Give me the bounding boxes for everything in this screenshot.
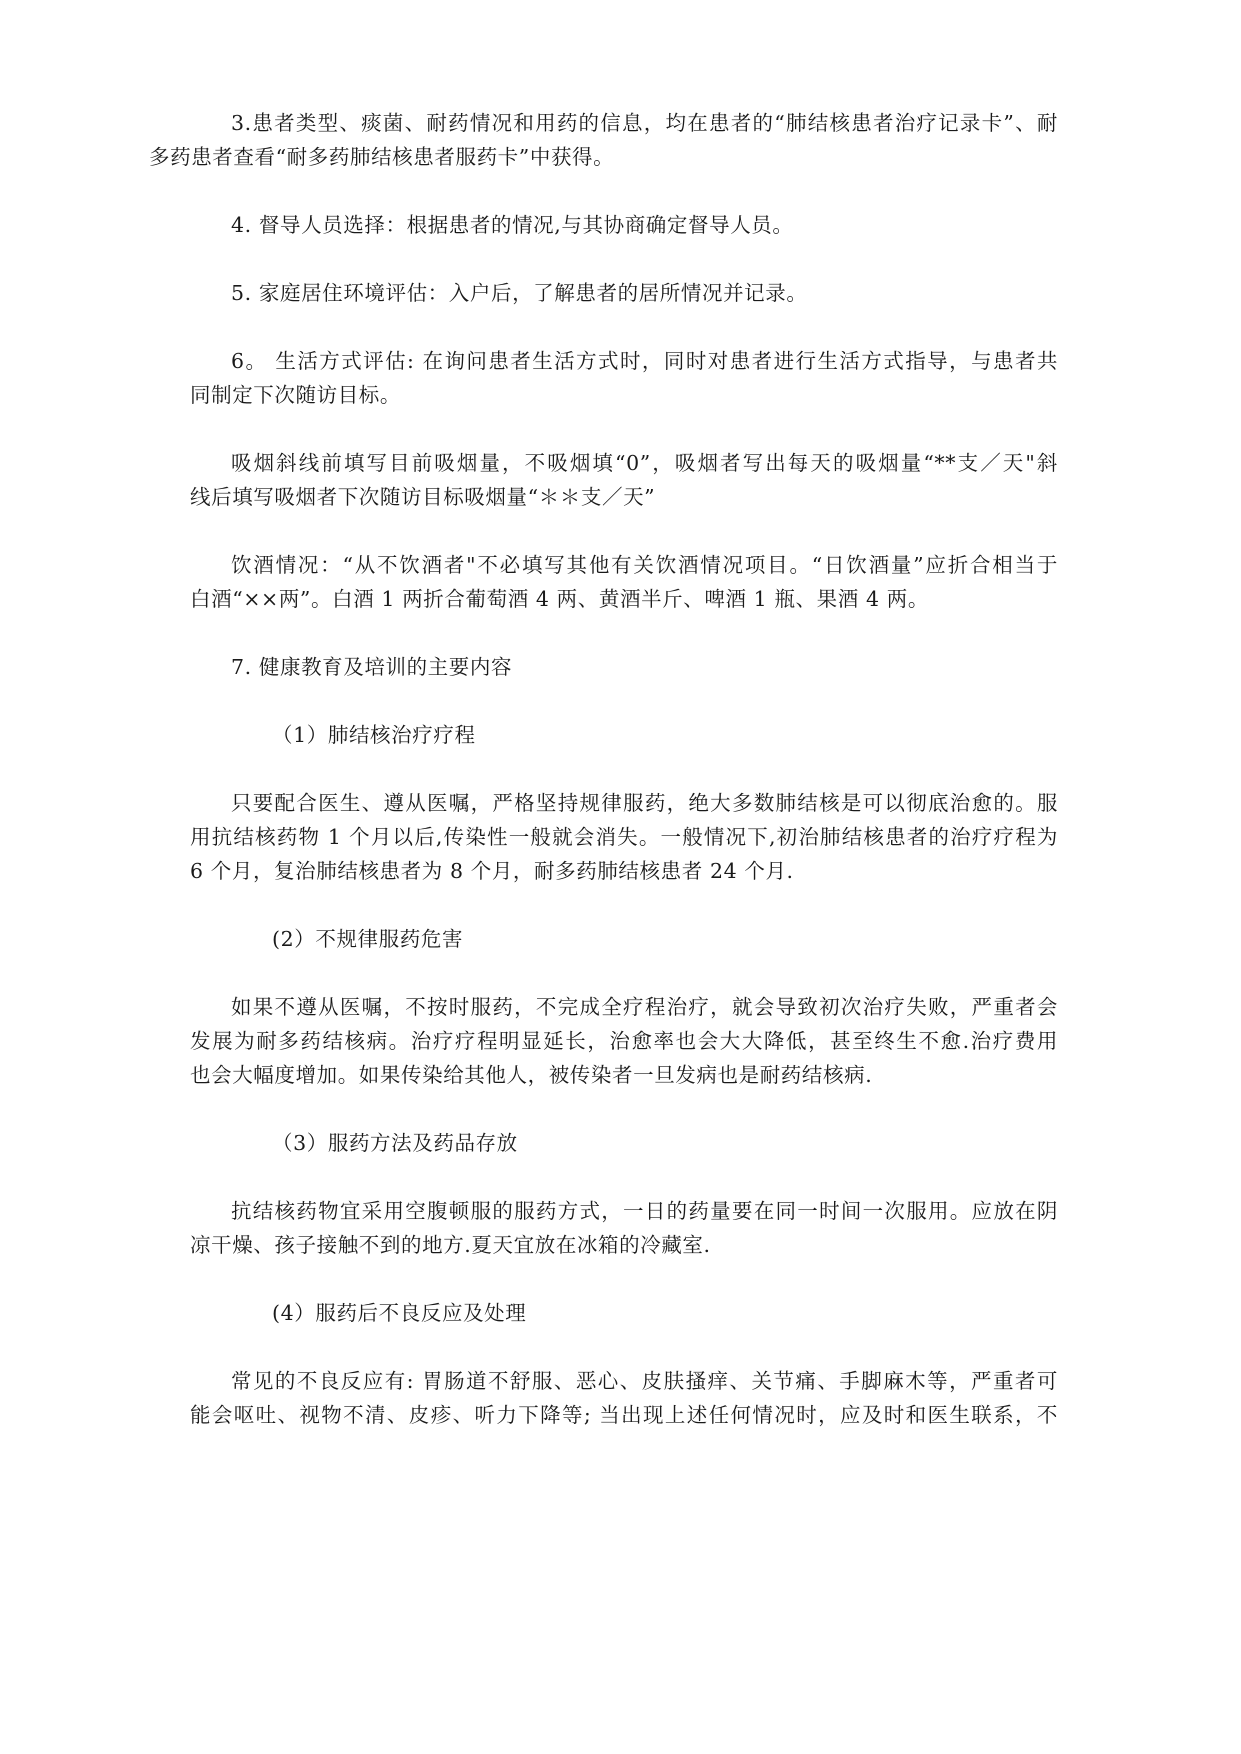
text-line: （3）服药方法及药品存放 (272, 1131, 518, 1155)
text-line: (2）不规律服药危害 (272, 927, 464, 951)
text-line: 用抗结核药物 1 个月以后,传染性一般就会消失。一般情况下,初治肺结核患者的治疗疗程为 (190, 825, 1058, 849)
paragraph-irregular-medication (190, 990, 1058, 1092)
text-line: 3.患者类型、痰菌、耐药情况和用药的信息，均在患者的“肺结核患者治疗记录卡”、耐 (231, 111, 1058, 135)
text-line: 饮酒情况：“从不饮酒者"不必填写其他有关饮酒情况项目。“日饮酒量”应折合相当于 (231, 553, 1058, 577)
text-line: 凉干燥、孩子接触不到的地方.夏天宜放在冰箱的冷藏室. (190, 1233, 711, 1257)
paragraph-6-lifestyle (190, 344, 1058, 412)
text-line: 如果不遵从医嘱，不按时服药，不完成全疗程治疗，就会导致初次治疗失败，严重者会 (231, 995, 1058, 1019)
text-line: 只要配合医生、遵从医嘱，严格坚持规律服药，绝大多数肺结核是可以彻底治愈的。服 (231, 791, 1058, 815)
paragraph-drinking (190, 548, 1058, 616)
paragraph-adverse-reactions (190, 1364, 1058, 1432)
text-line: (4）服药后不良反应及处理 (272, 1301, 527, 1325)
text-line: 5. 家庭居住环境评估：入户后，了解患者的居所情况并记录。 (231, 281, 808, 305)
document-body (149, 106, 1058, 1432)
text-line: 也会大幅度增加。如果传染给其他人，被传染者一旦发病也是耐药结核病. (190, 1063, 873, 1087)
paragraph-3-patient-info (149, 106, 1058, 174)
text-line: 常见的不良反应有: 胃肠道不舒服、恶心、皮肤搔痒、关节痛、手脚麻木等，严重者可 (231, 1369, 1058, 1393)
heading-7-health-education (190, 650, 1058, 684)
text-line: 发展为耐多药结核病。治疗疗程明显延长，治愈率也会大大降低，甚至终生不愈.治疗费用 (190, 1029, 1058, 1053)
text-line: 6。 生活方式评估: 在询问患者生活方式时，同时对患者进行生活方式指导，与患者共 (231, 349, 1058, 373)
text-line: （1）肺结核治疗疗程 (272, 723, 476, 747)
subheading-4-adverse-reactions (190, 1296, 1058, 1330)
subheading-2-irregular-medication (190, 922, 1058, 956)
text-line: 能会呕吐、视物不清、皮疹、听力下降等; 当出现上述任何情况时，应及时和医生联系，不 (190, 1403, 1058, 1427)
text-line: 线后填写吸烟者下次随访目标吸烟量“＊＊支／天” (190, 485, 656, 509)
text-line: 多药患者查看“耐多药肺结核患者服药卡”中获得。 (149, 145, 615, 169)
paragraph-treatment-course (190, 786, 1058, 888)
paragraph-medication-storage (190, 1194, 1058, 1262)
text-line: 抗结核药物宜采用空腹顿服的服药方式，一日的药量要在同一时间一次服用。应放在阴 (231, 1199, 1058, 1223)
paragraph-4-supervisor (190, 208, 1058, 242)
subheading-3-medication-storage (190, 1126, 1058, 1160)
text-line: 7. 健康教育及培训的主要内容 (231, 655, 513, 679)
text-line: 4. 督导人员选择：根据患者的情况,与其协商确定督导人员。 (231, 213, 794, 237)
text-line: 白酒“××两”。白酒 1 两折合葡萄酒 4 两、黄酒半斤、啤酒 1 瓶、果酒 4 两。 (190, 587, 929, 611)
subheading-1-treatment-course (190, 718, 1058, 752)
paragraph-smoking (190, 446, 1058, 514)
text-line: 吸烟斜线前填写目前吸烟量，不吸烟填“0”，吸烟者写出每天的吸烟量“**支／天"斜 (231, 451, 1058, 475)
paragraph-5-home-environment (190, 276, 1058, 310)
text-line: 同制定下次随访目标。 (190, 383, 401, 407)
text-line: 6 个月，复治肺结核患者为 8 个月，耐多药肺结核患者 24 个月. (190, 859, 794, 883)
